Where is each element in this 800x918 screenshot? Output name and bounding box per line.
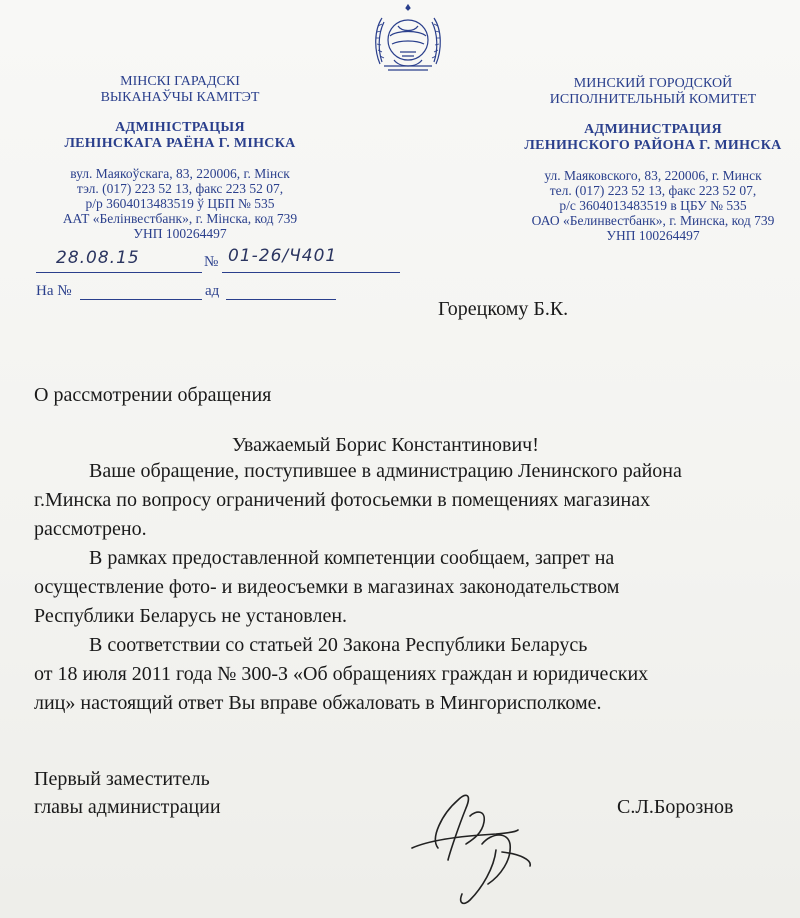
org-name-line1: МІНСКІ ГАРАДСКІ	[120, 74, 240, 89]
body-line: Республики Беларусь не установлен.	[34, 605, 348, 627]
body-line: рассмотрено.	[34, 518, 147, 540]
admin-name-line1: АДМИНИСТРАЦИЯ	[584, 122, 722, 137]
address-line1: вул. Маякоўскага, 83, 220006, г. Мінск	[70, 166, 290, 181]
body-line: В соответствии со статьей 20 Закона Республики Беларусь	[89, 634, 588, 656]
number-label: №	[204, 254, 219, 270]
salutation: Уважаемый Борис Константинович!	[232, 434, 539, 456]
outgoing-number: 01-26/Ч401	[228, 246, 338, 266]
address-line3: р/р 3604013483519 ў ЦБП № 535	[85, 196, 275, 211]
letterhead-belarusian	[30, 74, 330, 241]
state-emblem-icon	[370, 2, 446, 76]
org-name-line1: МИНСКИЙ ГОРОДСКОЙ	[573, 76, 733, 91]
number-underline	[222, 272, 400, 273]
reference-label: На №	[36, 283, 72, 299]
addressee: Горецкому Б.К.	[438, 298, 569, 320]
handwritten-signature-icon	[400, 752, 550, 912]
outgoing-date: 28.08.15	[56, 248, 140, 268]
address-line5: УНП 100264497	[606, 228, 700, 243]
letterhead-russian	[498, 76, 800, 243]
reference-date-label: ад	[205, 283, 220, 299]
address-line4: ОАО «Белинвестбанк», г. Минска, код 739	[531, 213, 775, 228]
admin-name-line1: АДМІНІСТРАЦЫЯ	[115, 120, 245, 135]
body-line: осуществление фото- и видеосъемки в магазинах законодательством	[34, 576, 620, 598]
org-name-line2: ВЫКАНАЎЧЫ КАМІТЭТ	[100, 90, 260, 105]
body-line: г.Минска по вопросу ограничений фотосьемки в помещениях магазинах	[34, 489, 651, 511]
date-underline	[36, 272, 202, 273]
signatory-position-line1: Первый заместитель	[34, 768, 210, 790]
signatory-position-line2: главы администрации	[34, 796, 221, 818]
body-line: лиц» настоящий ответ Вы вправе обжаловать в Мингорисполкоме.	[34, 692, 602, 714]
reference-date-underline	[226, 299, 336, 300]
body-line: Ваше обращение, поступившее в администрацию Ленинского района	[89, 460, 682, 482]
body-line: В рамках предоставленной компетенции сообщаем, запрет на	[89, 547, 615, 569]
subject-line: О рассмотрении обращения	[34, 384, 272, 406]
address-line2: тэл. (017) 223 52 13, факс 223 52 07,	[76, 181, 284, 196]
letter-body	[34, 457, 800, 718]
reference-number-underline	[80, 299, 202, 300]
address-line5: УНП 100264497	[133, 226, 227, 241]
address-line4: ААТ «Белінвестбанк», г. Мінска, код 739	[62, 211, 298, 226]
address-line1: ул. Маяковского, 83, 220006, г. Минск	[544, 168, 762, 183]
address-line2: тел. (017) 223 52 13, факс 223 52 07,	[549, 183, 757, 198]
signatory-name: С.Л.Борознов	[617, 796, 734, 818]
admin-name-line2: ЛЕНИНСКОГО РАЙОНА Г. МИНСКА	[524, 138, 782, 153]
address-line3: р/с 3604013483519 в ЦБУ № 535	[559, 198, 747, 213]
org-name-line2: ИСПОЛНИТЕЛЬНЫЙ КОМИТЕТ	[549, 92, 757, 107]
body-line: от 18 июля 2011 года № 300-З «Об обращениях граждан и юридических	[34, 663, 649, 685]
admin-name-line2: ЛЕНІНСКАГА РАЁНА Г. МІНСКА	[64, 136, 296, 151]
